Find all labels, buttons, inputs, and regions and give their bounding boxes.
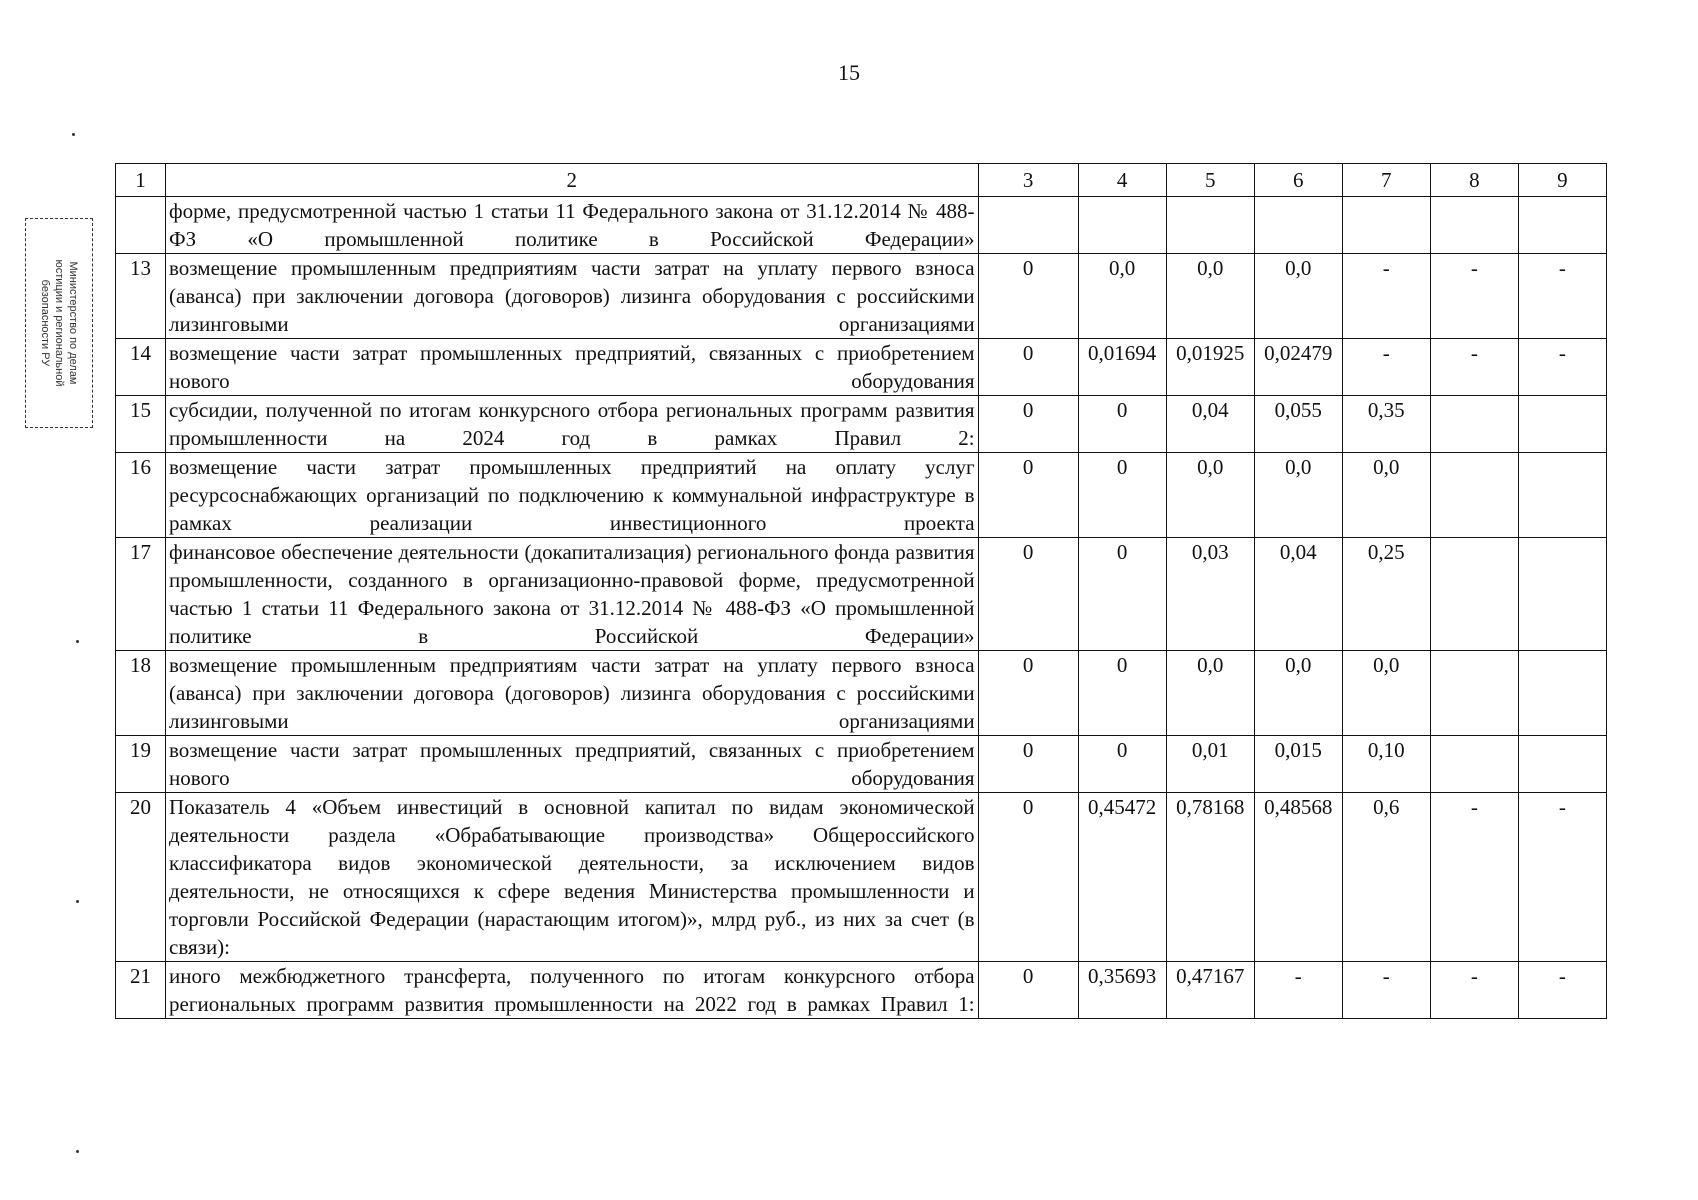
value-cell-col3: 0 <box>978 793 1078 962</box>
value-cell-col9: - <box>1518 793 1606 962</box>
page-number: 15 <box>838 60 860 85</box>
value-cell-col5: 0,78168 <box>1166 793 1254 962</box>
value-cell-col8 <box>1430 197 1518 254</box>
value-cell-col9: - <box>1518 254 1606 339</box>
value-cell-col4: 0,35693 <box>1078 962 1166 1019</box>
row-number: 17 <box>116 538 166 651</box>
registration-stamp <box>25 218 93 428</box>
value-cell-col5: 0,03 <box>1166 538 1254 651</box>
value-cell-col8: - <box>1430 339 1518 396</box>
header-cell: 1 <box>116 164 166 197</box>
stamp-line-3: безопасности РУ <box>39 279 51 367</box>
row-description: возмещение промышленным предприятиям части затрат на уплату первого взноса (аванса) при заключении договора (договоров) лизинга оборудования с российскими лизинговыми организациями <box>166 651 979 736</box>
value-cell-col4: 0 <box>1078 396 1166 453</box>
table-header-row <box>116 164 1607 197</box>
value-cell-col6: 0,055 <box>1254 396 1342 453</box>
value-cell-col9: - <box>1518 962 1606 1019</box>
row-number: 14 <box>116 339 166 396</box>
value-cell-col3: 0 <box>978 453 1078 538</box>
value-cell-col8 <box>1430 651 1518 736</box>
table-row <box>116 538 1607 651</box>
value-cell-col7: 0,0 <box>1342 453 1430 538</box>
value-cell-col3: 0 <box>978 339 1078 396</box>
value-cell-col4: 0 <box>1078 651 1166 736</box>
value-cell-col6: 0,0 <box>1254 453 1342 538</box>
table-row <box>116 453 1607 538</box>
value-cell-col4: 0 <box>1078 736 1166 793</box>
value-cell-col5: 0,0 <box>1166 651 1254 736</box>
value-cell-col9 <box>1518 396 1606 453</box>
table-row <box>116 793 1607 962</box>
header-cell: 4 <box>1078 164 1166 197</box>
value-cell-col4: 0 <box>1078 538 1166 651</box>
row-number <box>116 197 166 254</box>
value-cell-col9 <box>1518 453 1606 538</box>
row-description: возмещение части затрат промышленных предприятий на оплату услуг ресурсоснабжающих организаций по подключению к коммунальной инфраструктуре в рамках реализации инвестиционного проекта <box>166 453 979 538</box>
stamp-line-1: Министерство по делам <box>67 261 79 385</box>
value-cell-col9 <box>1518 736 1606 793</box>
row-description: субсидии, полученной по итогам конкурсного отбора региональных программ развития промышленности на 2024 год в рамках Правил 2: <box>166 396 979 453</box>
table-row <box>116 651 1607 736</box>
table-row <box>116 962 1607 1019</box>
header-cell: 7 <box>1342 164 1430 197</box>
header-cell: 6 <box>1254 164 1342 197</box>
value-cell-col9 <box>1518 538 1606 651</box>
value-cell-col6: 0,015 <box>1254 736 1342 793</box>
value-cell-col4: 0 <box>1078 453 1166 538</box>
scan-speck <box>76 1150 79 1153</box>
value-cell-col9 <box>1518 197 1606 254</box>
row-number: 21 <box>116 962 166 1019</box>
value-cell-col6: 0,0 <box>1254 254 1342 339</box>
row-number: 15 <box>116 396 166 453</box>
value-cell-col6: 0,02479 <box>1254 339 1342 396</box>
value-cell-col5: 0,01925 <box>1166 339 1254 396</box>
value-cell-col6 <box>1254 197 1342 254</box>
row-number: 16 <box>116 453 166 538</box>
header-cell: 2 <box>166 164 979 197</box>
value-cell-col9: - <box>1518 339 1606 396</box>
stamp-line-2: юстиции и региональной <box>53 259 65 387</box>
row-number: 18 <box>116 651 166 736</box>
scan-speck <box>76 900 79 903</box>
value-cell-col5 <box>1166 197 1254 254</box>
value-cell-col7: - <box>1342 962 1430 1019</box>
value-cell-col8: - <box>1430 254 1518 339</box>
value-cell-col5: 0,47167 <box>1166 962 1254 1019</box>
value-cell-col6: 0,04 <box>1254 538 1342 651</box>
row-description: иного межбюджетного трансферта, полученного по итогам конкурсного отбора региональных программ развития промышленности на 2022 год в рамках Правил 1: <box>166 962 979 1019</box>
row-description: финансовое обеспечение деятельности (докапитализация) регионального фонда развития промышленности, созданного в организационно-правовой форме, предусмотренной частью 1 статьи 11 Федерального закона от 31.12.2014 № 488-ФЗ «О промышленной политике в Российской Федерации» <box>166 538 979 651</box>
value-cell-col7: 0,6 <box>1342 793 1430 962</box>
value-cell-col4: 0,45472 <box>1078 793 1166 962</box>
value-cell-col6: - <box>1254 962 1342 1019</box>
value-cell-col8: - <box>1430 793 1518 962</box>
value-cell-col7: 0,0 <box>1342 651 1430 736</box>
value-cell-col8 <box>1430 453 1518 538</box>
value-cell-col5: 0,01 <box>1166 736 1254 793</box>
value-cell-col3 <box>978 197 1078 254</box>
header-cell: 3 <box>978 164 1078 197</box>
value-cell-col3: 0 <box>978 962 1078 1019</box>
value-cell-col7: - <box>1342 339 1430 396</box>
table-row <box>116 339 1607 396</box>
row-number: 19 <box>116 736 166 793</box>
value-cell-col5: 0,0 <box>1166 254 1254 339</box>
row-description: возмещение промышленным предприятиям части затрат на уплату первого взноса (аванса) при заключении договора (договоров) лизинга оборудования с российскими лизинговыми организациями <box>166 254 979 339</box>
scan-speck <box>72 133 75 136</box>
table-row <box>116 254 1607 339</box>
value-cell-col4: 0,01694 <box>1078 339 1166 396</box>
value-cell-col4 <box>1078 197 1166 254</box>
value-cell-col6: 0,48568 <box>1254 793 1342 962</box>
value-cell-col8 <box>1430 736 1518 793</box>
value-cell-col3: 0 <box>978 254 1078 339</box>
value-cell-col9 <box>1518 651 1606 736</box>
table-row <box>116 396 1607 453</box>
value-cell-col3: 0 <box>978 396 1078 453</box>
value-cell-col8 <box>1430 396 1518 453</box>
row-number: 13 <box>116 254 166 339</box>
indicator-table <box>115 163 1607 1019</box>
value-cell-col7: 0,35 <box>1342 396 1430 453</box>
header-cell: 5 <box>1166 164 1254 197</box>
value-cell-col7: - <box>1342 254 1430 339</box>
value-cell-col7: 0,10 <box>1342 736 1430 793</box>
row-description: возмещение части затрат промышленных предприятий, связанных с приобретением нового оборудования <box>166 339 979 396</box>
row-number: 20 <box>116 793 166 962</box>
header-cell: 8 <box>1430 164 1518 197</box>
value-cell-col5: 0,0 <box>1166 453 1254 538</box>
row-description: возмещение части затрат промышленных предприятий, связанных с приобретением нового оборудования <box>166 736 979 793</box>
value-cell-col7 <box>1342 197 1430 254</box>
table-row <box>116 197 1607 254</box>
value-cell-col8 <box>1430 538 1518 651</box>
row-description: форме, предусмотренной частью 1 статьи 11 Федерального закона от 31.12.2014 № 488-ФЗ «О промышленной политике в Российской Федерации» <box>166 197 979 254</box>
header-cell: 9 <box>1518 164 1606 197</box>
table-row <box>116 736 1607 793</box>
value-cell-col3: 0 <box>978 538 1078 651</box>
scan-speck <box>76 640 79 643</box>
value-cell-col7: 0,25 <box>1342 538 1430 651</box>
stamp-text <box>38 223 80 423</box>
value-cell-col3: 0 <box>978 736 1078 793</box>
value-cell-col5: 0,04 <box>1166 396 1254 453</box>
value-cell-col8: - <box>1430 962 1518 1019</box>
value-cell-col6: 0,0 <box>1254 651 1342 736</box>
value-cell-col4: 0,0 <box>1078 254 1166 339</box>
value-cell-col3: 0 <box>978 651 1078 736</box>
row-description: Показатель 4 «Объем инвестиций в основной капитал по видам экономической деятельности раздела «Обрабатывающие производства» Общероссийского классификатора видов экономической деятельности, за исключением видов деятельности, не относящихся к сфере ведения Министерства промышленности и торговли Российской Федерации (нарастающим итогом)», млрд руб., из них за счет (в связи): <box>166 793 979 962</box>
